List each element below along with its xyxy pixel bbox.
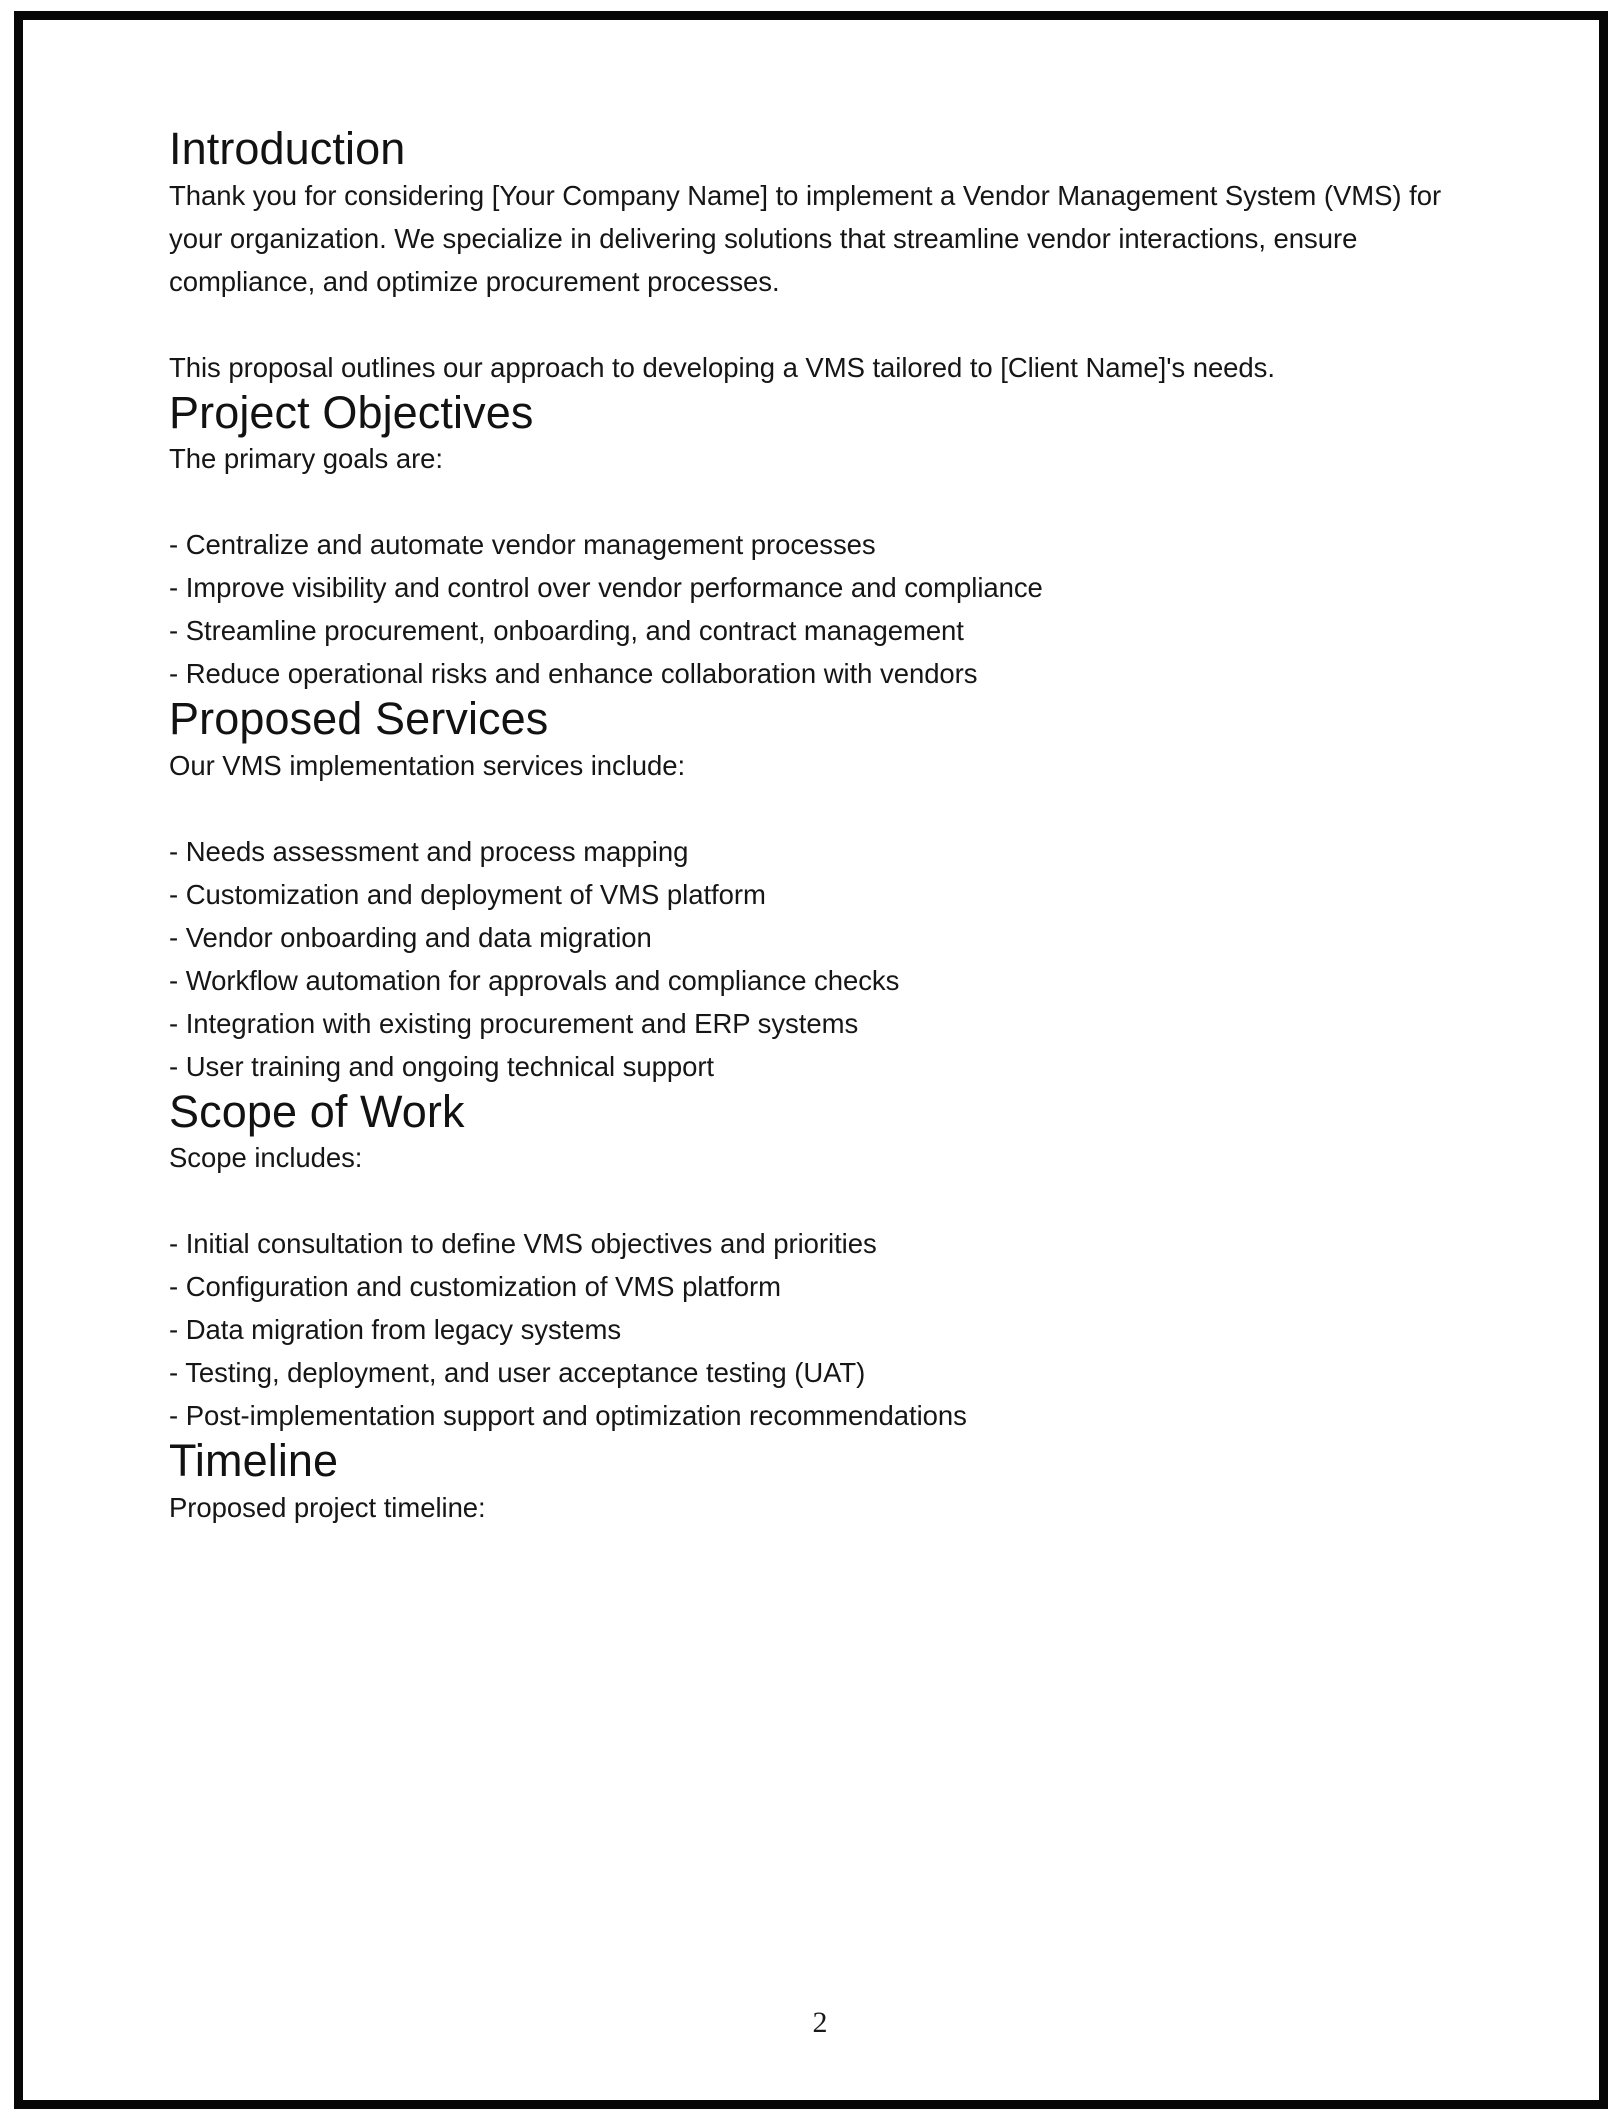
bullet-list-scope-of-work — [169, 1222, 1459, 1437]
page-number: 2 — [812, 2006, 828, 2039]
list-item: - Centralize and automate vendor management processes — [169, 529, 876, 561]
list-item: - Improve visibility and control over vendor performance and compliance — [169, 572, 1043, 604]
list-item: - Workflow automation for approvals and compliance checks — [169, 964, 900, 996]
list-item: - Reduce operational risks and enhance collaboration with vendors — [169, 658, 978, 690]
section-heading-scope-of-work: Scope of Work — [169, 1085, 465, 1137]
bullet-list-proposed-services — [169, 830, 1459, 1088]
section-project-objectives — [169, 386, 1459, 696]
list-item: - User training and ongoing technical support — [169, 1050, 715, 1082]
lead-in-proposed-services: Our VMS implementation services include: — [169, 749, 686, 781]
section-proposed-services — [169, 695, 1459, 1088]
list-item: - Initial consultation to define VMS objectives and priorities — [169, 1228, 877, 1260]
lead-in-project-objectives: The primary goals are: — [169, 443, 444, 475]
lead-in-timeline: Proposed project timeline: — [169, 1491, 486, 1523]
section-scope-of-work — [169, 1085, 1459, 1438]
list-item: - Testing, deployment, and user acceptance testing (UAT) — [169, 1357, 866, 1389]
section-introduction — [169, 125, 1459, 389]
document-body — [169, 125, 1459, 1529]
list-item: - Integration with existing procurement and ERP systems — [169, 1007, 859, 1039]
list-item: - Customization and deployment of VMS platform — [169, 878, 766, 910]
section-heading-introduction: Introduction — [169, 123, 406, 174]
paragraph-intro-2: This proposal outlines our approach to developing a VMS tailored to [Client Name]'s needs. — [169, 351, 1275, 383]
list-item: - Post-implementation support and optimization recommendations — [169, 1400, 967, 1432]
section-heading-timeline: Timeline — [169, 1435, 339, 1487]
list-item: - Vendor onboarding and data migration — [169, 921, 652, 953]
section-heading-proposed-services: Proposed Services — [169, 693, 549, 745]
list-item: - Configuration and customization of VMS platform — [169, 1271, 782, 1303]
paragraph-intro-1: Thank you for considering [Your Company Name] to implement a Vendor Management System (VMS) for your organization. We specialize in delivering solutions that streamline vendor interactions, ensure compliance, and optimize procurement processes. — [169, 179, 1442, 297]
list-item: - Needs assessment and process mapping — [169, 835, 689, 867]
lead-in-scope-of-work: Scope includes: — [169, 1142, 363, 1174]
section-heading-project-objectives: Project Objectives — [169, 386, 534, 438]
bullet-list-project-objectives — [169, 523, 1459, 695]
page-border-frame — [14, 11, 1608, 2109]
list-item: - Data migration from legacy systems — [169, 1314, 622, 1346]
list-item: - Streamline procurement, onboarding, and contract management — [169, 615, 964, 647]
section-timeline — [169, 1437, 1459, 1529]
